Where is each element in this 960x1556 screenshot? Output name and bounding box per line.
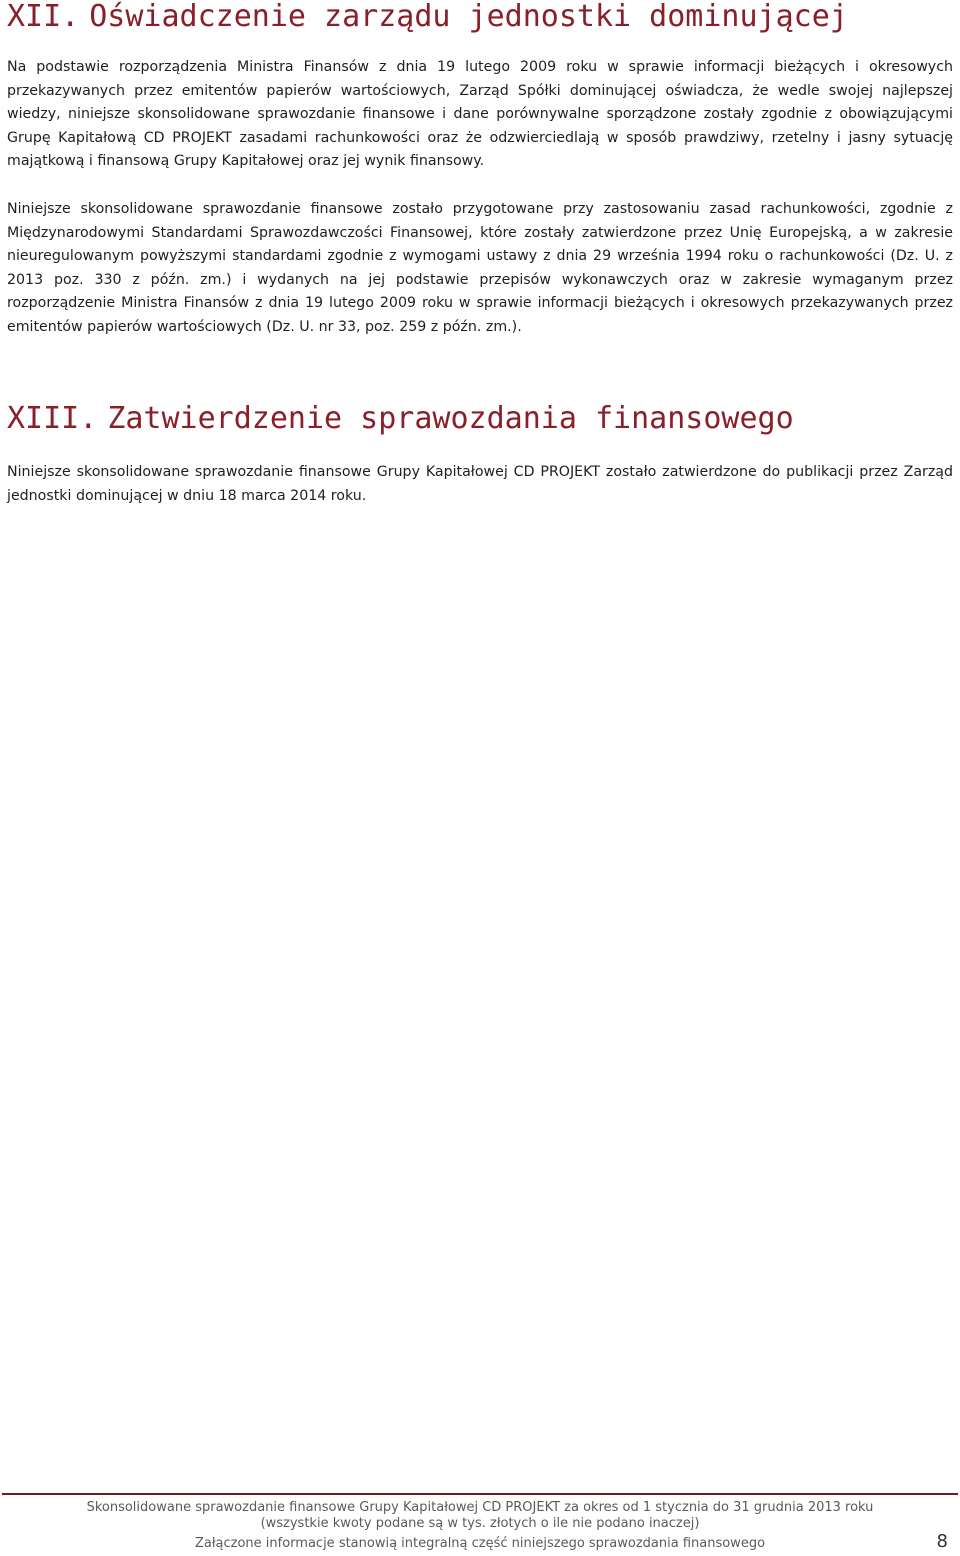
statement-paragraph-2: Niniejsze skonsolidowane sprawozdanie finansowe zostało przygotowane przy zastosowaniu zasad rachunkowości, zgodnie z Międzynarodowymi Standardami Sprawozdawczości Finansowej, które zostały zatwierdzone przez Unię Europejską, a w zakresie nieuregulowanym powyższymi standardami zgodnie z wymogami ustawy z dnia 29 września 1994 roku o rachunkowości (Dz. U. z 2013 poz. 330 z późn. zm.) i wydanych na jej podstawie przepisów wykonawczych oraz w zakresie wymaganym przez rozporządzenie Ministra Finansów z dnia 19 lutego 2009 roku w sprawie informacji bieżących i okresowych przekazywanych przez emitentów papierów wartościowych (Dz. U. nr 33, poz. 259 z późn. zm.). xyxy=(7,201,953,335)
section-number: XIII. xyxy=(7,401,98,436)
section-title: Zatwierdzenie sprawozdania finansowego xyxy=(107,401,794,436)
section-title: Oświadczenie zarządu jednostki dominującej xyxy=(89,0,848,34)
footer-report-title: Skonsolidowane sprawozdanie finansowe Grupy Kapitałowej CD PROJEKT za okres od 1 stycznia do 31 grudnia 2013 roku xyxy=(86,1500,874,1515)
section-number: XII. xyxy=(7,0,80,34)
section-heading-xiii xyxy=(7,402,794,436)
footer-divider xyxy=(2,1493,958,1495)
footer-currency-note: (wszystkie kwoty podane są w tys. złotych o ile nie podano inaczej) xyxy=(260,1516,700,1531)
statement-paragraph-1: Na podstawie rozporządzenia Ministra Finansów z dnia 19 lutego 2009 roku w sprawie informacji bieżących i okresowych przekazywanych przez emitentów papierów wartościowych, Zarząd Spółki dominującej oświadcza, że wedle swojej najlepszej wiedzy, niniejsze skonsolidowane sprawozdanie finansowe i dane porównywalne sporządzone zostały zgodnie z obowiązującymi Grupę Kapitałową CD PROJEKT zasadami rachunkowości oraz że odzwierciedlają w sposób prawdziwy, rzetelny i jasny sytuację majątkową i finansową Grupy Kapitałowej oraz jej wynik finansowy. xyxy=(7,59,953,170)
footer-integral-note: Załączone informacje stanowią integralną część niniejszego sprawozdania finansowego xyxy=(194,1536,766,1551)
page-number: 8 xyxy=(936,1531,948,1552)
section-heading-xii xyxy=(7,0,848,34)
approval-paragraph: Niniejsze skonsolidowane sprawozdanie finansowe Grupy Kapitałowej CD PROJEKT zostało zatwierdzone do publikacji przez Zarząd jednostki dominującej w dniu 18 marca 2014 roku. xyxy=(7,464,953,504)
